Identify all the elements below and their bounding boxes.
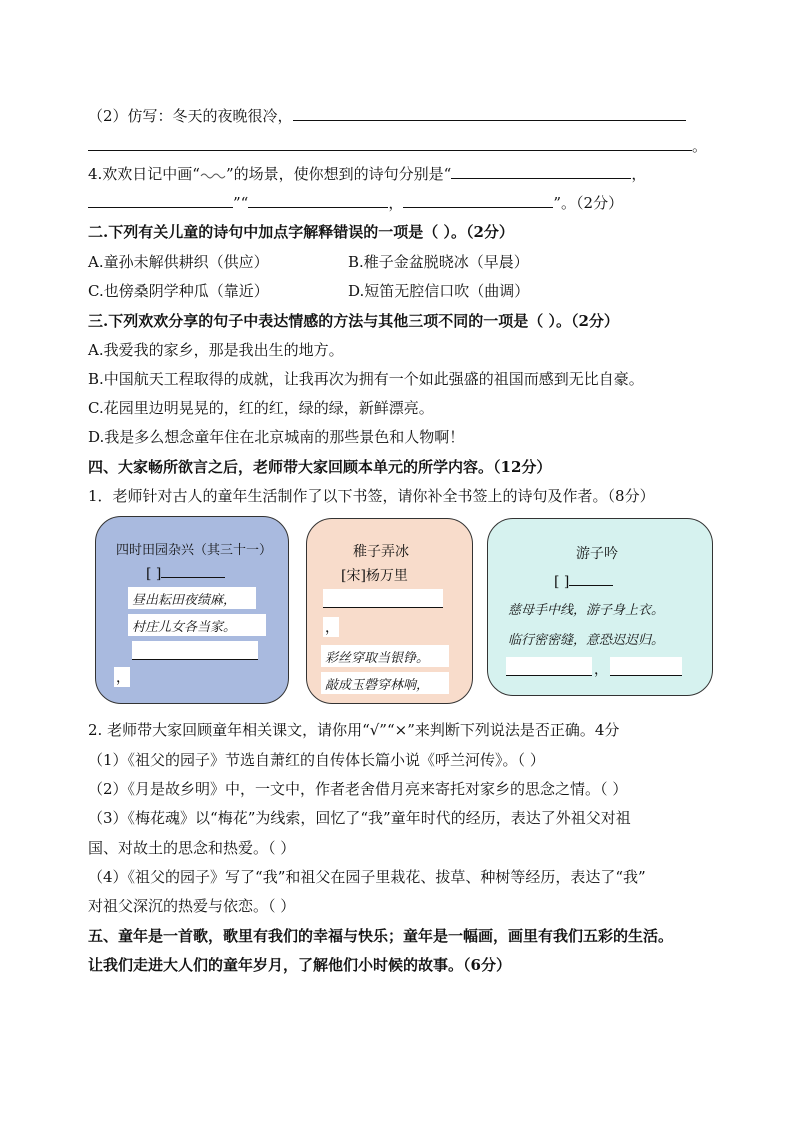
s4q2-item-3b[interactable]: 国、对故土的思念和热爱。（ ） <box>88 839 296 857</box>
card3-answer-box-1[interactable] <box>506 657 592 676</box>
card1-line-1: 昼出耘田夜绩麻， <box>132 593 237 608</box>
q1-2-line2 <box>88 136 707 156</box>
s4q2-intro: 2. 老师带大家回顾童年相关课文，请你用“√”“×”来判断下列说法是否正确。4分 <box>88 721 620 739</box>
card2-answer-box[interactable] <box>323 589 443 608</box>
s3-option-a[interactable]: A.我爱我的家乡，那是我出生的地方。 <box>88 341 344 359</box>
q4-line2 <box>88 193 623 213</box>
s4q2-item-2[interactable]: （2）《月是故乡明》中，一文中，作者老舍借月亮来寄托对家乡的思念之情。（ ） <box>88 780 628 798</box>
card1-author-blank[interactable] <box>161 563 225 578</box>
q1-2-answer-blank-2[interactable] <box>88 136 692 151</box>
q4-text-5: ”。（2分） <box>553 194 624 212</box>
section-2-heading: 二.下列有关儿童的诗句中加点字解释错误的一项是（ ）。（2分） <box>88 223 514 241</box>
s4q2-item-4b[interactable]: 对祖父深沉的热爱与依恋。（ ） <box>88 897 296 915</box>
q1-2-prompt: （2）仿写：冬天的夜晚很冷， <box>88 107 293 125</box>
card1-line-2: 村庄儿女各当家。 <box>132 620 237 635</box>
s4-question-1: 1．老师针对古人的童年生活制作了以下书签，请你补全书签上的诗句及作者。（8分） <box>88 487 655 505</box>
s4q2-item-1[interactable]: （1）《祖父的园子》节选自萧红的自传体长篇小说《呼兰河传》。（ ） <box>88 751 545 769</box>
q4-blank-3[interactable] <box>248 193 388 208</box>
card2-line-2: 敲成玉磬穿林响， <box>325 678 430 693</box>
q4-comma-2: ， <box>388 194 404 212</box>
q4-blank-4[interactable] <box>403 193 553 208</box>
card3-line-1: 慈母手中线，游子身上衣。 <box>508 603 665 618</box>
card1-bracket: [ ] <box>146 566 162 582</box>
card3-author-blank[interactable] <box>569 571 613 586</box>
section-5-line-2: 让我们走进大人们的童年岁月，了解他们小时候的故事。（6分） <box>88 956 511 974</box>
q1-2-answer-blank[interactable] <box>293 106 686 121</box>
s4q2-item-3a[interactable]: （3）《梅花魂》以“梅花”为线索，回忆了“我”童年时代的经历，表达了外祖父对祖 <box>88 809 631 827</box>
card1-answer-box[interactable] <box>132 641 258 660</box>
card2-title: 稚子弄冰 <box>353 544 409 560</box>
q1-2-line <box>88 106 686 126</box>
card3-bracket: [ ] <box>554 574 570 590</box>
q4-text-3: ”“ <box>233 194 249 212</box>
card2-author: [宋]杨万里 <box>341 568 408 584</box>
q4-text-1: 4.欢欢日记中画“ <box>88 165 200 183</box>
section-4-heading: 四、大家畅所欲言之后，老师带大家回顾本单元的所学内容。（12分） <box>88 458 552 476</box>
card1-title: 四时田园杂兴（其三十一） <box>116 543 273 558</box>
card1-comma: ， <box>116 670 130 686</box>
card3-line-2: 临行密密缝，意恐迟迟归。 <box>508 633 665 648</box>
card3-answer-box-2[interactable] <box>610 657 682 676</box>
card3-author-line <box>554 571 613 590</box>
s2-option-c[interactable]: C.也傍桑阴学种瓜（靠近） <box>88 282 269 300</box>
s3-option-c[interactable]: C.花园里边明晃晃的，红的红，绿的绿，新鲜漂亮。 <box>88 399 434 417</box>
s3-option-d[interactable]: D.我是多么想念童年住在北京城南的那些景色和人物啊！ <box>88 428 465 446</box>
wavy-underline-icon <box>200 170 226 180</box>
s2-option-d[interactable]: D.短笛无腔信口吹（曲调） <box>348 282 530 300</box>
card3-comma: ， <box>594 662 608 678</box>
q4-line <box>88 164 646 184</box>
card1-author-line <box>146 563 225 582</box>
q1-2-period: 。 <box>692 137 708 155</box>
card2-line-1: 彩丝穿取当银铮。 <box>325 651 430 666</box>
card3-title: 游子吟 <box>576 546 618 562</box>
section-3-heading: 三.下列欢欢分享的句子中表达情感的方法与其他三项不同的一项是（ ）。（2分） <box>88 312 619 330</box>
q4-comma-1: ， <box>631 165 647 183</box>
card2-comma: ， <box>325 620 339 636</box>
q4-blank-2[interactable] <box>88 193 233 208</box>
q4-blank-1[interactable] <box>451 164 631 179</box>
s4q2-item-4a[interactable]: （4）《祖父的园子》写了“我”和祖父在园子里栽花、拔草、种树等经历，表达了“我” <box>88 868 646 886</box>
q4-text-2: ”的场景，使你想到的诗句分别是“ <box>225 165 452 183</box>
bookmark-card-1 <box>95 516 289 704</box>
s3-option-b[interactable]: B.中国航天工程取得的成就，让我再次为拥有一个如此强盛的祖国而感到无比自豪。 <box>88 370 644 388</box>
bookmark-card-3 <box>487 518 713 696</box>
bookmark-card-2 <box>306 518 473 704</box>
s2-option-b[interactable]: B.稚子金盆脱晓冰（早晨） <box>348 253 529 271</box>
s2-option-a[interactable]: A.童孙未解供耕织（供应） <box>88 253 269 271</box>
section-5-line-1: 五、童年是一首歌，歌里有我们的幸福与快乐；童年是一幅画，画里有我们五彩的生活。 <box>88 927 674 945</box>
